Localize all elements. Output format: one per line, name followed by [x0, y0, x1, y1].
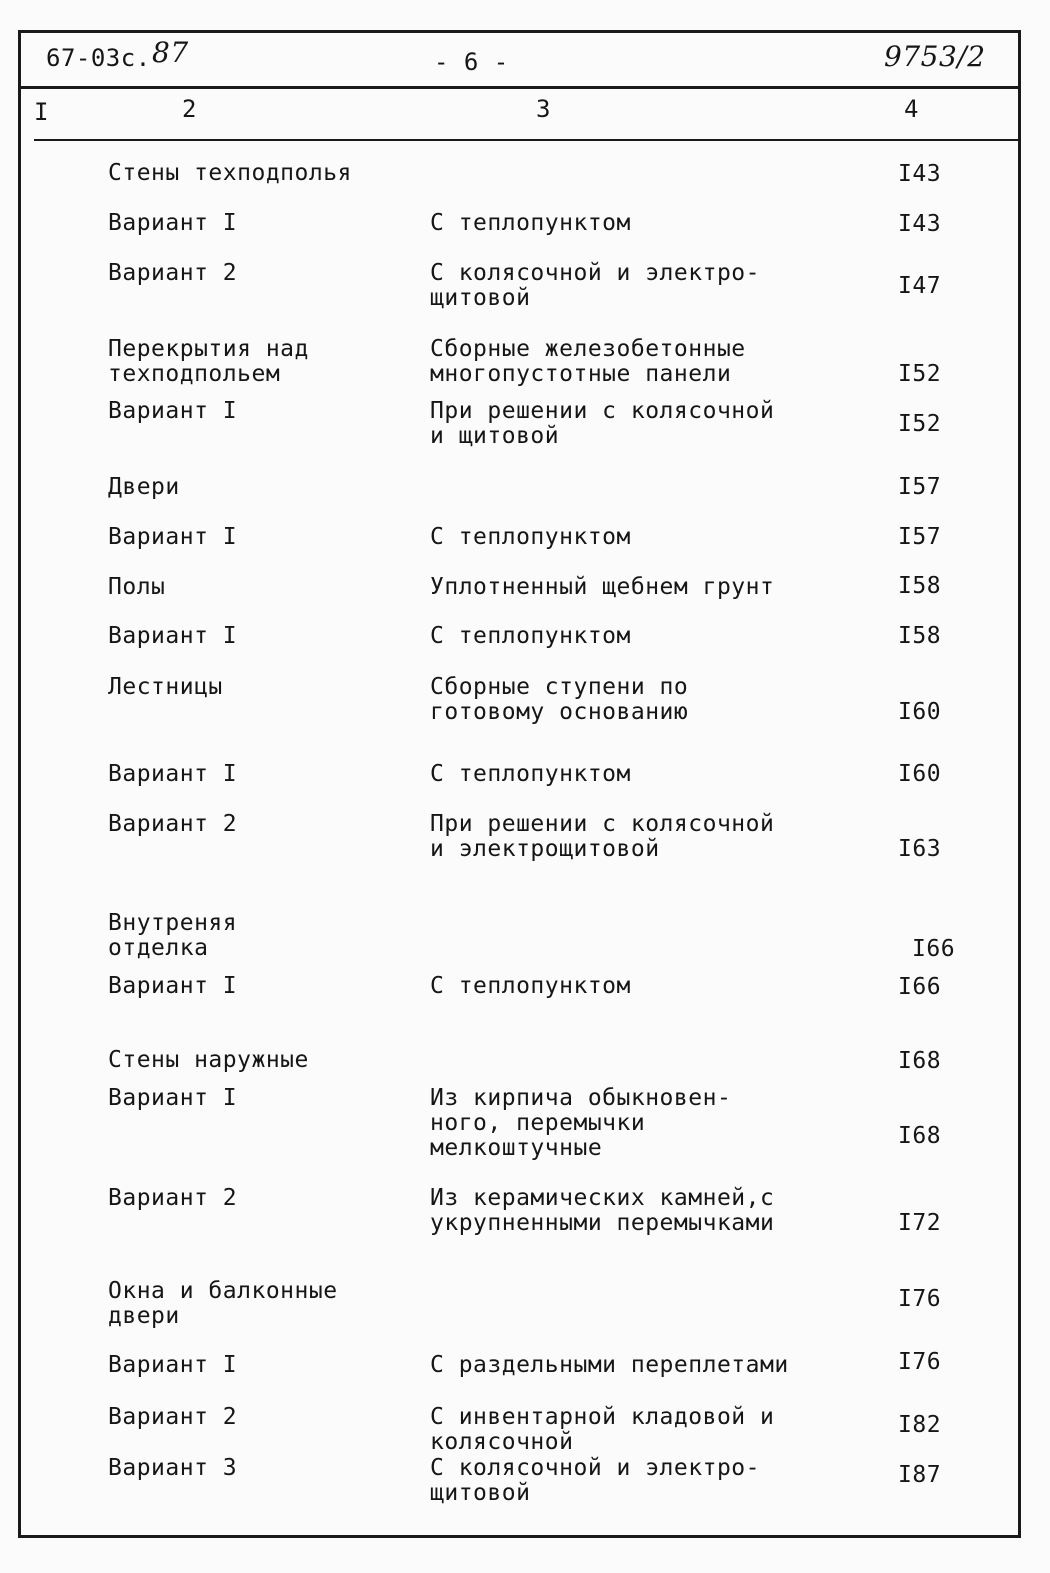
- row-description: С колясочной и электро- щитовой: [430, 260, 760, 311]
- row-section: Двери: [108, 474, 180, 500]
- row-description: С теплопунктом: [430, 210, 631, 236]
- row-page: I52: [898, 361, 942, 387]
- row-page: I57: [898, 474, 942, 500]
- row-description: С раздельными переплетами: [430, 1352, 789, 1378]
- row-section: Вариант I: [108, 1352, 238, 1378]
- row-page: I60: [898, 699, 942, 725]
- row-page: I72: [898, 1210, 942, 1236]
- column-header-3: 3: [536, 95, 551, 123]
- row-page: I60: [898, 761, 942, 787]
- row-section: Лестницы: [108, 674, 223, 700]
- row-section: Вариант I: [108, 973, 238, 999]
- row-section: Вариант I: [108, 210, 238, 236]
- row-page: I87: [898, 1462, 942, 1488]
- row-section: Вариант I: [108, 623, 238, 649]
- row-description: Сборные ступени по готовому основанию: [430, 674, 689, 725]
- column-header-divider: [34, 139, 1021, 141]
- row-page: I76: [898, 1349, 942, 1375]
- row-page: I43: [898, 211, 942, 237]
- column-header-1: I: [34, 98, 49, 126]
- row-page: I63: [898, 836, 942, 862]
- row-page: I52: [898, 411, 942, 437]
- row-description: Из керамических камней,с укрупненными перемычками: [430, 1185, 775, 1236]
- row-section: Внутреняя отделка: [108, 910, 238, 961]
- row-section: Вариант 2: [108, 811, 238, 837]
- row-description: С теплопунктом: [430, 761, 631, 787]
- row-section: Полы: [108, 574, 166, 600]
- row-section: Стены наружные: [108, 1047, 309, 1073]
- row-section: Вариант 2: [108, 1404, 238, 1430]
- row-description: С колясочной и электро- щитовой: [430, 1455, 760, 1506]
- row-page: I57: [898, 524, 942, 550]
- row-description: С теплопунктом: [430, 524, 631, 550]
- row-section: Вариант I: [108, 761, 238, 787]
- row-description: Из кирпича обыкновен- ного, перемычки мелкоштучные: [430, 1085, 732, 1161]
- row-page: I66: [898, 974, 942, 1000]
- row-section: Вариант 2: [108, 1185, 238, 1211]
- row-section: Вариант I: [108, 1085, 238, 1111]
- row-page: I58: [898, 573, 942, 599]
- column-header-2: 2: [182, 95, 197, 123]
- row-description: Сборные железобетонные многопустотные панели: [430, 336, 746, 387]
- row-section: Окна и балконные двери: [108, 1278, 338, 1329]
- row-section: Перекрытия над техподпольем: [108, 336, 309, 387]
- row-section: Вариант 2: [108, 260, 238, 286]
- column-header-4: 4: [904, 95, 919, 123]
- row-section: Вариант 3: [108, 1455, 238, 1481]
- row-section: Стены техподполья: [108, 160, 352, 186]
- row-description: С теплопунктом: [430, 973, 631, 999]
- row-page: I58: [898, 623, 942, 649]
- row-section: Вариант I: [108, 398, 238, 424]
- row-description: При решении с колясочной и щитовой: [430, 398, 775, 449]
- row-page: I68: [898, 1123, 942, 1149]
- row-description: С теплопунктом: [430, 623, 631, 649]
- row-description: Уплотненный щебнем грунт: [430, 574, 775, 600]
- row-description: С инвентарной кладовой и колясочной: [430, 1404, 775, 1455]
- row-section: Вариант I: [108, 524, 238, 550]
- sheet-number: 9753/2: [884, 40, 986, 73]
- row-page: I43: [898, 161, 942, 187]
- row-page: I68: [898, 1048, 942, 1074]
- header-divider: [18, 86, 1021, 89]
- row-page: I66: [912, 936, 956, 962]
- doc-code: 67-03с.: [46, 44, 151, 72]
- row-page: I76: [898, 1286, 942, 1312]
- row-description: При решении с колясочной и электрощитовой: [430, 811, 775, 862]
- doc-code-handwritten: 87: [152, 36, 189, 69]
- row-page: I47: [898, 273, 942, 299]
- row-page: I82: [898, 1412, 942, 1438]
- page-number: - 6 -: [434, 48, 509, 76]
